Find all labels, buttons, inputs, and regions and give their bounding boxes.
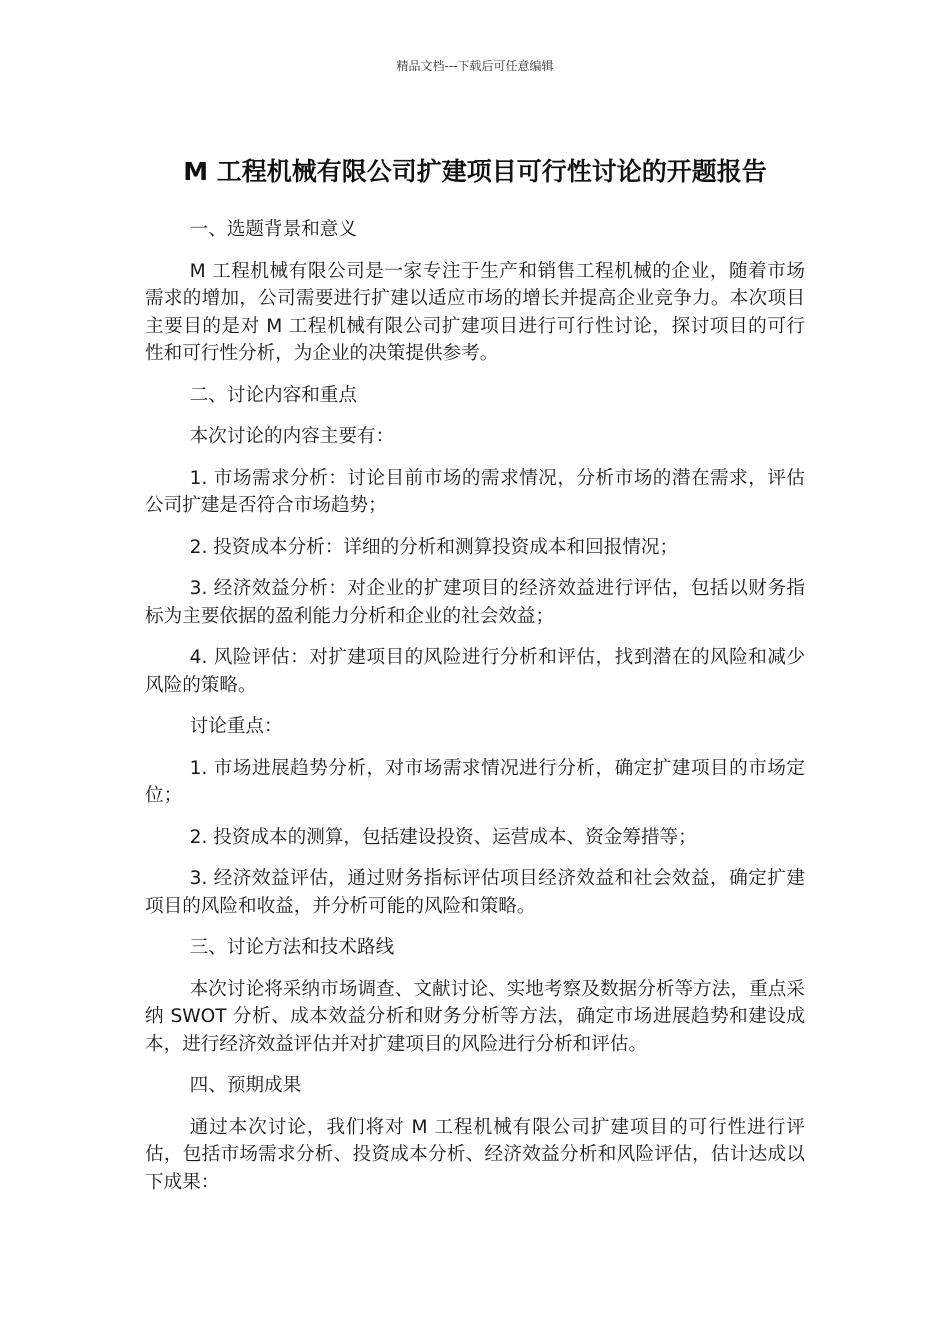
section-heading-content: 二、讨论内容和重点 [189,384,357,406]
paragraph-methods: 本次讨论将采纳市场调查、文献讨论、实地考察及数据分析等方法，重点采纳 SWOT 分析、成本效益分析和财务分析等方法，确定市场进展趋势和建设成本，进行经济效益评估并对扩建项目的风险进行分析和评估。 [145,978,805,1055]
paragraph-outcomes: 通过本次讨论，我们将对 M 工程机械有限公司扩建项目的可行性进行评估，包括市场需求分析、投资成本分析、经济效益分析和风险评估，估计达成以下成果： [145,1116,805,1193]
paragraph-background: M 工程机械有限公司是一家专注于生产和销售工程机械的企业，随着市场需求的增加，公司需要进行扩建以适应市场的增长并提高企业竞争力。本次项目主要目的是对 M 工程机械有限公司扩建项目进行可行性讨论，探讨项目的可行性和可行性分析，为企业的决策提供参考。 [145,260,805,364]
list-item-investment-cost: 2. 投资成本分析：详细的分析和测算投资成本和回报情况； [189,536,679,558]
section-heading-outcomes: 四、预期成果 [189,1075,302,1096]
page-header: 精品文档---下载后可任意编辑 [396,59,554,73]
list-item-economic-benefit: 3. 经济效益分析：对企业的扩建项目的经济效益进行评估，包括以财务指标为主要依据的盈利能力分析和企业的社会效益； [145,578,805,627]
list-item-market-trend: 1. 市场进展趋势分析，对市场需求情况进行分析，确定扩建项目的市场定位； [145,757,805,806]
paragraph-content-intro: 本次讨论的内容主要有： [189,426,395,447]
list-item-benefit-evaluation: 3. 经济效益评估，通过财务指标评估项目经济效益和社会效益，确定扩建项目的风险和收益，并分析可能的风险和策略。 [145,868,805,917]
document-body [145,216,805,1210]
paragraph-key-points-label: 讨论重点： [189,716,283,737]
section-heading-methods: 三、讨论方法和技术路线 [189,937,395,958]
list-item-risk-assessment: 4. 风险评估：对扩建项目的风险进行分析和评估，找到潜在的风险和减少风险的策略。 [145,647,805,696]
list-item-market-demand: 1. 市场需求分析：讨论目前市场的需求情况，分析市场的潜在需求，评估公司扩建是否符合市场趋势； [145,467,805,516]
section-heading-background: 一、选题背景和意义 [189,219,357,240]
list-item-cost-estimation: 2. 投资成本的测算，包括建设投资、运营成本、资金筹措等； [189,826,697,848]
document-title: M 工程机械有限公司扩建项目可行性讨论的开题报告 [183,156,767,186]
